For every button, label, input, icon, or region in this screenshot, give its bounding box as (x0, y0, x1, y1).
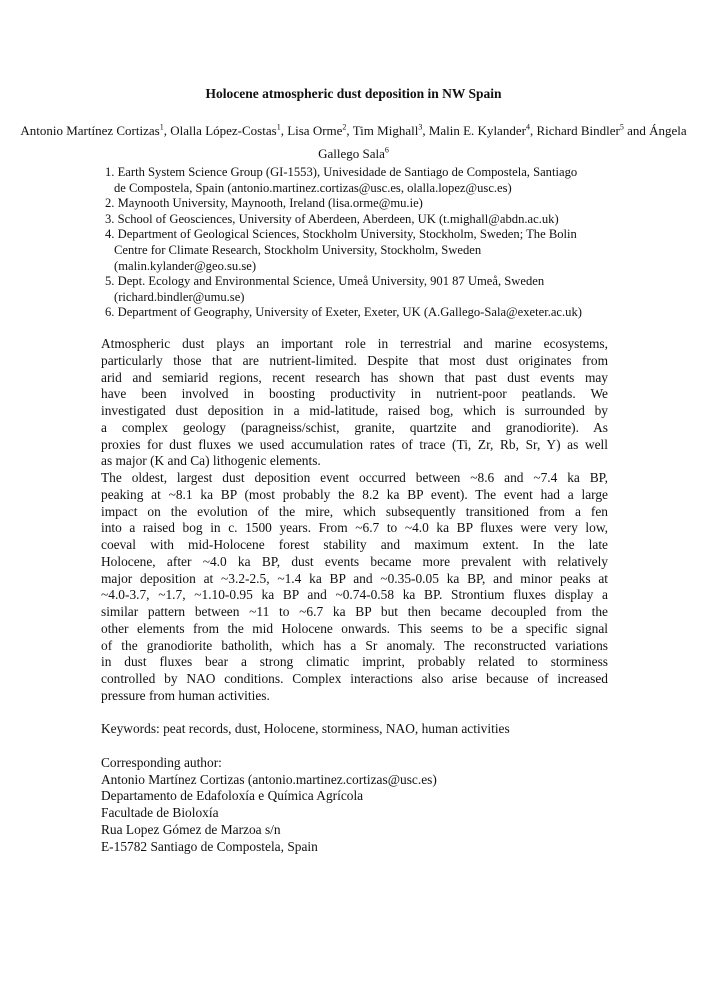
separator: , (529, 123, 537, 139)
abstract-line: a complex geology (paragneiss/schist, granite, quartzite and granodiorite). As (101, 419, 608, 435)
affiliation-line: 1. Earth System Science Group (GI-1553), Univesidade de Santiago de Compostela, Santiago (105, 165, 578, 179)
affiliation-line: (richard.bindler@umu.se) (114, 289, 245, 304)
abstract-line: other elements from the mid Holocene onwards. This seems to be a specific signal (101, 620, 608, 636)
affiliation-mark: 3 (418, 123, 423, 132)
author (429, 123, 537, 138)
corresponding-author-line: Antonio Martínez Cortizas (antonio.martinez.cortizas@usc.es) (101, 771, 437, 787)
separator: , (280, 123, 288, 139)
corresponding-author-line: Corresponding author: (101, 754, 222, 770)
abstract-line: controlled by NAO conditions. Complex interactions also arise because of increased (101, 671, 608, 686)
affiliation-line: 3. School of Geosciences, University of Aberdeen, Aberdeen, UK (t.mighall@abdn.ac.uk) (105, 211, 559, 226)
affiliation-line: de Compostela, Spain (antonio.martinez.cortizas@usc.es, olalla.lopez@usc.es) (114, 180, 512, 195)
author-name: Olalla López-Costas (170, 123, 277, 139)
abstract-line: as major (K and Ca) lithogenic elements. (101, 453, 321, 469)
author-name: Richard Bindler (536, 123, 620, 139)
corresponding-author-line: Rua Lopez Gómez de Marzoa s/n (101, 821, 281, 837)
affiliation-mark: 2 (342, 123, 347, 132)
abstract-line: have been involved in boosting productivity in nutrient-poor peatlands. We (101, 386, 608, 402)
author (353, 123, 429, 138)
author (20, 123, 170, 138)
author (170, 123, 287, 138)
corresponding-author-block (101, 755, 608, 856)
abstract-line: proxies for dust fluxes we used accumulation rates of trace (Ti, Zr, Rb, Sr, Y) as well (101, 436, 608, 452)
abstract-line: arid and semiarid regions, recent research has shown that past dust events may (101, 369, 608, 385)
author-name: Tim Mighall (352, 123, 419, 139)
abstract-line: peaking at ~8.1 ka BP (most probably the 8.2 ka BP event). The event had a large (101, 486, 608, 502)
separator: , (346, 123, 353, 139)
author-name: Malin E. Kylander (428, 123, 526, 139)
abstract-line: Atmospheric dust plays an important role in terrestrial and marine ecosystems, (101, 336, 608, 351)
affiliation-line: (malin.kylander@geo.su.se) (114, 258, 257, 273)
author-list (0, 118, 707, 163)
affiliation-mark: 5 (619, 123, 624, 132)
affiliation-mark: 4 (525, 123, 530, 132)
abstract-line: investigated dust deposition in a mid-latitude, raised bog, which is surrounded by (101, 403, 608, 418)
abstract-line: similar pattern between ~11 to ~6.7 ka BP but then became decoupled from the (101, 604, 608, 619)
affiliation-list (105, 165, 625, 321)
abstract-line: into a raised bog in c. 1500 years. From ~6.7 to ~4.0 ka BP fluxes were very low, (101, 520, 608, 536)
abstract-line: impact on the evolution of the mire, which subsequently transitioned from a fen (101, 503, 608, 519)
abstract-line: of the granodiorite batholith, which has a Sr anomaly. The reconstructed variations (101, 637, 608, 653)
corresponding-author-line: E-15782 Santiago de Compostela, Spain (101, 838, 318, 854)
author-name: Lisa Orme (287, 123, 343, 139)
corresponding-author-line: Facultade de Bioloxía (101, 805, 219, 820)
author-name: Antonio Martínez Cortizas (20, 123, 160, 139)
corresponding-author-line: Departamento de Edafoloxía e Química Agrícola (101, 788, 364, 804)
affiliation-line: 6. Department of Geography, University of Exeter, Exeter, UK (A.Gallego-Sala@exeter.ac.uk) (105, 305, 582, 320)
affiliation-mark: 1 (159, 123, 164, 132)
paper-title: Holocene atmospheric dust deposition in NW Spain (205, 86, 502, 101)
abstract-line: The oldest, largest dust deposition event occurred between ~8.6 and ~7.4 ka BP, (101, 470, 608, 485)
author (536, 123, 649, 138)
affiliation-line: 5. Dept. Ecology and Environmental Science, Umeå University, 901 87 Umeå, Sweden (105, 274, 545, 289)
abstract-line: ~4.0-3.7, ~1.7, ~1.10-0.95 ka BP and ~0.74-0.58 ka BP. Strontium fluxes display a (101, 587, 608, 603)
abstract (101, 336, 608, 855)
keywords: Keywords: peat records, dust, Holocene, storminess, NAO, human activities (101, 721, 510, 737)
affiliation-line: 2. Maynooth University, Maynooth, Ireland (lisa.orme@mu.ie) (105, 196, 423, 211)
affiliation-line: 4. Department of Geological Sciences, Stockholm University, Stockholm, Sweden; The Bolin (105, 227, 577, 242)
abstract-line: pressure from human activities. (101, 687, 270, 703)
affiliation-mark: 6 (384, 145, 389, 155)
affiliation-line: Centre for Climate Research, Stockholm University, Stockholm, Sweden (114, 242, 482, 257)
separator: and (623, 123, 650, 139)
separator: , (422, 123, 429, 139)
abstract-line: particularly those that are nutrient-limited. Despite that most dust originates from (101, 352, 608, 368)
author-name: Ángela Gallego Sala (318, 123, 687, 161)
abstract-line: coeval with mid-Holocene forest stability and maximum extent. In the late (101, 537, 608, 552)
author (287, 123, 353, 138)
abstract-line: major deposition at ~3.2-2.5, ~1.4 ka BP and ~0.35-0.05 ka BP, and minor peaks at (101, 570, 608, 586)
abstract-line: in dust fluxes bear a strong climatic imprint, probably related to storminess (101, 654, 608, 670)
abstract-text (101, 336, 608, 705)
abstract-line: Holocene, after ~4.0 ka BP, dust events became more prevalent with relatively (101, 553, 608, 569)
affiliation-mark: 1 (276, 123, 281, 132)
separator: , (163, 123, 171, 139)
